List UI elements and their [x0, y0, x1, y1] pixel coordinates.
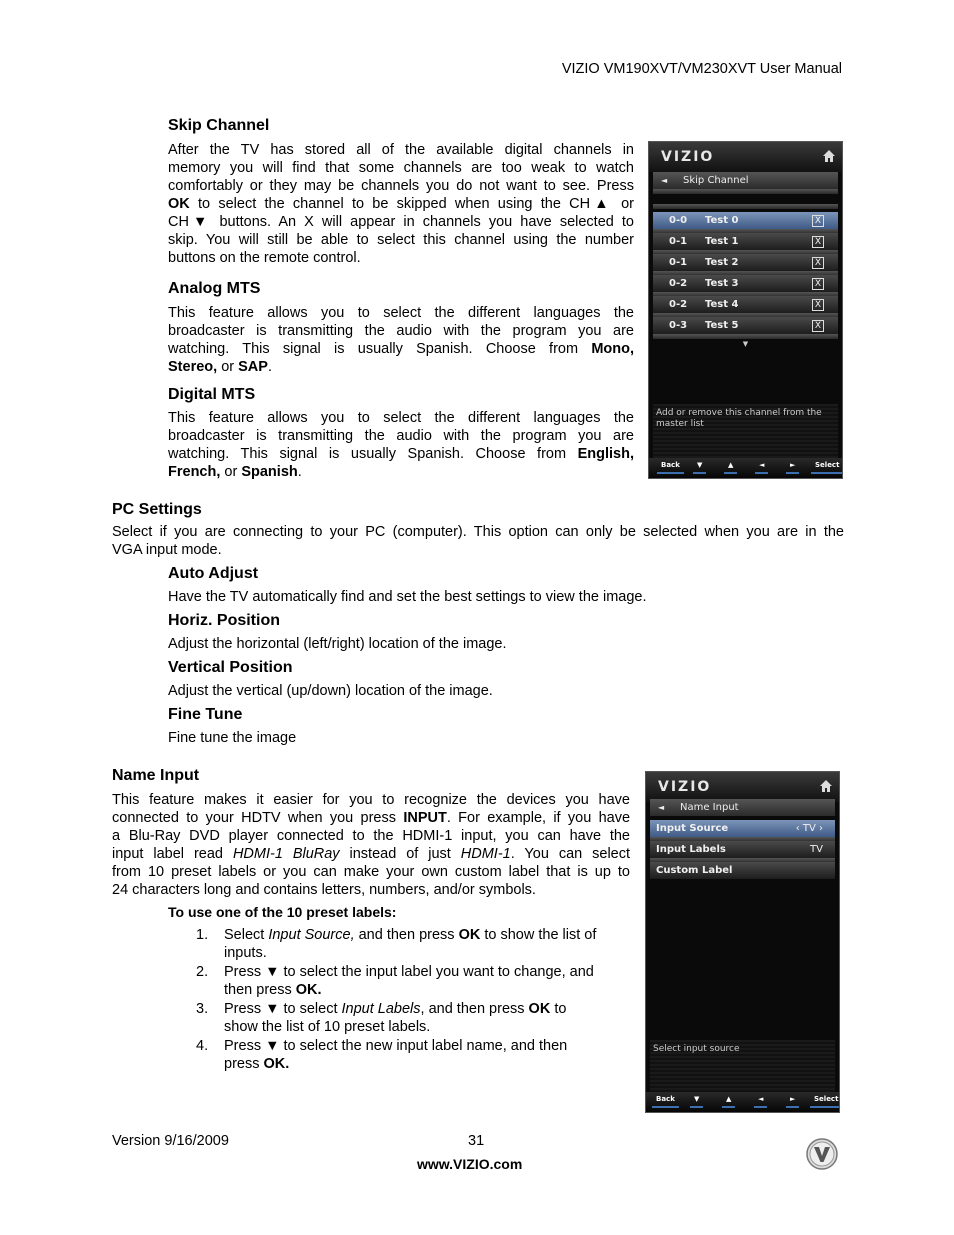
channel-row[interactable]: 0-2 Test 4 X: [653, 296, 838, 313]
skip-checkbox[interactable]: X: [812, 299, 824, 311]
channel-row[interactable]: 0-0 Test 0 X: [653, 212, 838, 229]
breadcrumb[interactable]: ◄ Skip Channel: [653, 172, 838, 189]
digital-mts-heading: Digital MTS: [168, 386, 256, 403]
select-button[interactable]: Select: [815, 461, 840, 469]
up-button[interactable]: ▲: [726, 1095, 732, 1103]
channel-row[interactable]: 0-1 Test 1 X: [653, 233, 838, 250]
skip-channel-heading: Skip Channel: [168, 117, 270, 134]
horiz-position-text: Adjust the horizontal (left/right) location of the image.: [168, 636, 507, 652]
back-button[interactable]: Back: [656, 1095, 675, 1103]
back-arrow-icon: ◄: [661, 176, 668, 185]
name-input-heading: Name Input: [112, 767, 200, 784]
fine-tune-heading: Fine Tune: [168, 706, 243, 723]
fine-tune-text: Fine tune the image: [168, 730, 297, 746]
home-icon: [822, 149, 836, 163]
skip-checkbox[interactable]: X: [812, 278, 824, 290]
left-button[interactable]: ◄: [758, 1095, 764, 1103]
help-text: Select input source: [650, 1040, 835, 1092]
step-item: 2. Press ▼ to select the input label you want to change, and then press OK.: [196, 964, 594, 998]
right-button[interactable]: ►: [790, 1095, 796, 1103]
horiz-position-heading: Horiz. Position: [168, 612, 280, 629]
vizio-logo: VIZIO: [661, 149, 715, 165]
vizio-v-logo-icon: [806, 1138, 838, 1170]
right-button[interactable]: ►: [790, 461, 796, 469]
scroll-down-icon[interactable]: ▼: [742, 340, 749, 348]
preset-labels-heading: To use one of the 10 preset labels:: [168, 904, 397, 920]
skip-checkbox[interactable]: X: [812, 236, 824, 248]
vertical-position-heading: Vertical Position: [168, 659, 293, 676]
analog-mts-heading: Analog MTS: [168, 280, 261, 297]
step-item: 3. Press ▼ to select Input Labels, and then press OK to show the list of 10 preset labels.: [196, 1001, 567, 1035]
preset-steps: [196, 926, 632, 1074]
skip-checkbox[interactable]: X: [812, 215, 824, 227]
select-button[interactable]: Select: [814, 1095, 839, 1103]
step-item: 4. Press ▼ to select the new input label name, and then press OK.: [196, 1038, 568, 1072]
website-link[interactable]: www.VIZIO.com: [417, 1156, 523, 1172]
channel-row[interactable]: 0-2 Test 3 X: [653, 275, 838, 292]
channel-row[interactable]: 0-1 Test 2 X: [653, 254, 838, 271]
version-text: Version 9/16/2009: [112, 1133, 229, 1149]
analog-mts-text: This feature allows you to select the different languages the broadcaster is transmitting the audio with the program you are watching. This signal is usually Spanish. Choose from Mono, Stereo, or SAP.: [168, 305, 634, 375]
pc-settings-text: Select if you are connecting to your PC (computer). This option can only be selected when you are in the: [112, 524, 844, 540]
button-bar: [649, 458, 842, 478]
custom-label-row[interactable]: Custom Label: [650, 862, 835, 879]
home-icon: [819, 779, 833, 793]
down-button[interactable]: ▼: [697, 461, 703, 469]
name-input-screen: [645, 771, 840, 1113]
input-labels-row[interactable]: Input Labels TV: [650, 841, 835, 858]
breadcrumb[interactable]: ◄ Name Input: [650, 799, 835, 816]
name-input-text: This feature makes it easier for you to recognize the devices you have connected to your HDTV when you press INPUT. For example, if you have a Blu-Ray DVD player connected to the HDMI-1 input, you can have the input label read HDMI-1 BluRay instead of just HDMI-1. You can select from 10 preset labels or you can make your own custom label that is up to 24 characters long and contains letters, numbers, and/or symbols.: [112, 792, 631, 898]
back-arrow-icon: ◄: [658, 803, 665, 812]
help-text: Add or remove this channel from the master list: [653, 404, 838, 458]
vertical-position-text: Adjust the vertical (up/down) location of the image.: [168, 683, 493, 699]
pc-settings-text-2: VGA input mode.: [112, 542, 222, 558]
divider: [653, 334, 838, 339]
auto-adjust-text: Have the TV automatically find and set the best settings to view the image.: [168, 589, 647, 605]
divider: [653, 189, 838, 194]
button-bar: [646, 1092, 839, 1112]
down-button[interactable]: ▼: [694, 1095, 700, 1103]
up-button[interactable]: ▲: [728, 461, 734, 469]
skip-checkbox[interactable]: X: [812, 257, 824, 269]
channel-row[interactable]: 0-3 Test 5 X: [653, 317, 838, 334]
page-number: 31: [468, 1133, 485, 1149]
auto-adjust-heading: Auto Adjust: [168, 565, 259, 582]
pc-settings-heading: PC Settings: [112, 501, 202, 518]
skip-channel-screen: [648, 141, 843, 479]
vizio-logo: VIZIO: [658, 779, 712, 795]
back-button[interactable]: Back: [661, 461, 680, 469]
skip-channel-text: After the TV has stored all of the available digital channels in memory you will find that some channels are too weak to watch comfortably or they may be channels you do not want to see. Press OK to select the channel to be skipped when using the CH▲ or CH▼ buttons. An X will appear in channels you have selected to skip. You will still be able to select this channel using the number buttons on the remote control.: [168, 142, 635, 266]
left-button[interactable]: ◄: [759, 461, 765, 469]
page-header: VIZIO VM190XVT/VM230XVT User Manual: [561, 61, 842, 77]
step-item: 1. Select Input Source, and then press OK to show the list of inputs.: [196, 927, 597, 961]
divider: [653, 204, 838, 209]
input-source-row[interactable]: Input Source ‹ TV ›: [650, 820, 835, 837]
digital-mts-text: This feature allows you to select the different languages the broadcaster is transmitting the audio with the program you are watching. This signal is usually Spanish. Choose from English, French, or Spanish.: [168, 410, 634, 480]
skip-checkbox[interactable]: X: [812, 320, 824, 332]
